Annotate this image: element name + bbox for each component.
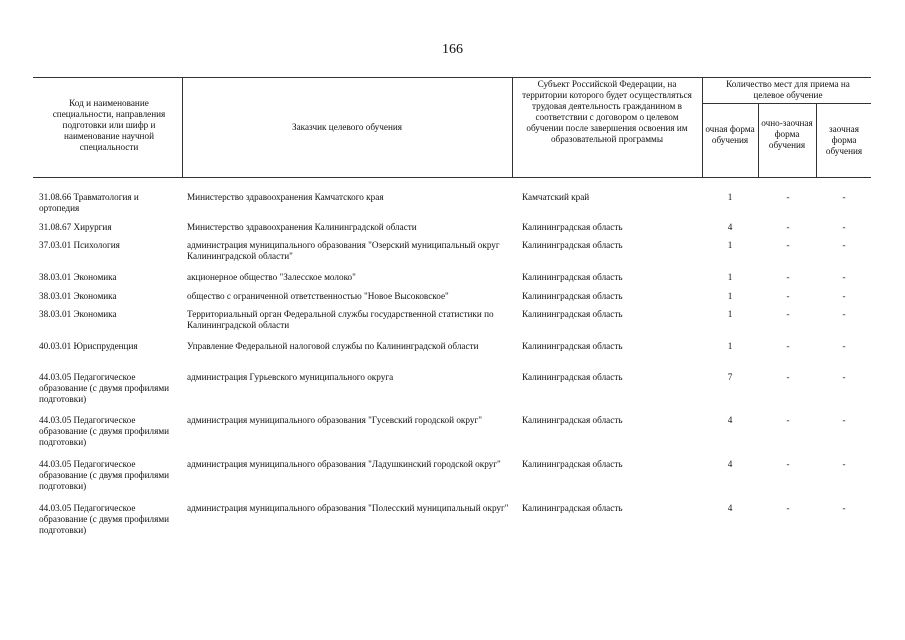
specialty-cell: 37.03.01 Психология (39, 240, 120, 250)
part-time-places-cell: - (786, 372, 790, 382)
part-time-places-cell: - (786, 309, 790, 319)
distance-places-cell: - (842, 309, 846, 319)
header-code: Код и наименование специальности, направления подготовки или шифр и наименование научной специальности (52, 98, 166, 152)
page-number: 166 (442, 42, 463, 57)
specialty-cell: 31.08.67 Хирургия (39, 222, 112, 232)
customer-cell: администрация муниципального образования "Ладушкинский городской округ" (187, 459, 501, 469)
header-customer: Заказчик целевого обучения (291, 122, 403, 132)
region-cell: Калининградская область (522, 240, 623, 250)
customer-cell: Управление Федеральной налоговой службы по Калининградской области (187, 341, 479, 351)
specialty-cell: 44.03.05 Педагогическое образование (с двумя профилями подготовки) (39, 372, 170, 404)
distance-places-cell: - (842, 415, 846, 425)
region-cell: Камчатский край (522, 192, 590, 202)
places-subheader-border (702, 103, 871, 104)
distance-places-cell: - (842, 503, 846, 513)
region-cell: Калининградская область (522, 459, 623, 469)
region-cell: Калининградская область (522, 222, 623, 232)
specialty-cell: 40.03.01 Юриспруденция (39, 341, 138, 351)
header-places: Количество мест для приема на целевое обучение (726, 79, 850, 100)
region-cell: Калининградская область (522, 415, 623, 425)
part-time-places-cell: - (786, 192, 790, 202)
header-full-time: очная форма обучения (705, 124, 755, 145)
distance-places-cell: - (842, 291, 846, 301)
region-cell: Калининградская область (522, 309, 623, 319)
full-time-places-cell: 4 (727, 415, 733, 425)
header-divider-5 (816, 103, 817, 177)
specialty-cell: 44.03.05 Педагогическое образование (с двумя профилями подготовки) (39, 503, 170, 535)
header-region: Субъект Российской Федерации, на территории которого будет осуществляться трудовая деятельность гражданином в соответствии с договором о целевом обучении после завершения освоения им образовательной программы (522, 79, 692, 144)
customer-cell: администрация муниципального образования "Полесский муниципальный округ" (187, 503, 509, 513)
part-time-places-cell: - (786, 291, 790, 301)
full-time-places-cell: 1 (727, 291, 733, 301)
specialty-cell: 38.03.01 Экономика (39, 291, 117, 301)
header-bottom-border (33, 177, 871, 178)
customer-cell: общество с ограниченной ответственностью "Новое Высоковское" (187, 291, 449, 301)
part-time-places-cell: - (786, 222, 790, 232)
header-divider-4 (758, 103, 759, 177)
customer-cell: администрация Гурьевского муниципального округа (187, 372, 394, 382)
header-divider-1 (182, 77, 183, 177)
customer-cell: администрация муниципального образования "Озерский муниципальный округ Калининградской области" (187, 240, 500, 261)
full-time-places-cell: 1 (727, 192, 733, 202)
distance-places-cell: - (842, 240, 846, 250)
distance-places-cell: - (842, 272, 846, 282)
distance-places-cell: - (842, 222, 846, 232)
customer-cell: Территориальный орган Федеральной службы государственной статистики по Калининградской области (187, 309, 494, 330)
customer-cell: Министерство здравоохранения Калининградской области (187, 222, 417, 232)
region-cell: Калининградская область (522, 372, 623, 382)
part-time-places-cell: - (786, 459, 790, 469)
customer-cell: Министерство здравоохранения Камчатского края (187, 192, 384, 202)
part-time-places-cell: - (786, 272, 790, 282)
full-time-places-cell: 1 (727, 309, 733, 319)
distance-places-cell: - (842, 341, 846, 351)
distance-places-cell: - (842, 459, 846, 469)
part-time-places-cell: - (786, 503, 790, 513)
specialty-cell: 31.08.66 Травматология и ортопедия (39, 192, 139, 213)
full-time-places-cell: 7 (727, 372, 733, 382)
customer-cell: акционерное общество "Залесское молоко" (187, 272, 356, 282)
full-time-places-cell: 4 (727, 503, 733, 513)
header-divider-3 (702, 77, 703, 177)
full-time-places-cell: 4 (727, 459, 733, 469)
full-time-places-cell: 1 (727, 240, 733, 250)
specialty-cell: 38.03.01 Экономика (39, 272, 117, 282)
header-part-time: очно-заочная форма обучения (761, 118, 813, 150)
distance-places-cell: - (842, 192, 846, 202)
region-cell: Калининградская область (522, 272, 623, 282)
part-time-places-cell: - (786, 341, 790, 351)
region-cell: Калининградская область (522, 503, 623, 513)
part-time-places-cell: - (786, 415, 790, 425)
full-time-places-cell: 4 (727, 222, 733, 232)
specialty-cell: 44.03.05 Педагогическое образование (с двумя профилями подготовки) (39, 415, 170, 447)
specialty-cell: 44.03.05 Педагогическое образование (с двумя профилями подготовки) (39, 459, 170, 491)
header-divider-2 (512, 77, 513, 177)
table-top-border (33, 77, 871, 78)
region-cell: Калининградская область (522, 341, 623, 351)
full-time-places-cell: 1 (727, 272, 733, 282)
part-time-places-cell: - (786, 240, 790, 250)
full-time-places-cell: 1 (727, 341, 733, 351)
specialty-cell: 38.03.01 Экономика (39, 309, 117, 319)
region-cell: Калининградская область (522, 291, 623, 301)
distance-places-cell: - (842, 372, 846, 382)
header-distance: заочная форма обучения (825, 124, 863, 156)
customer-cell: администрация муниципального образования "Гусевский городской округ" (187, 415, 482, 425)
